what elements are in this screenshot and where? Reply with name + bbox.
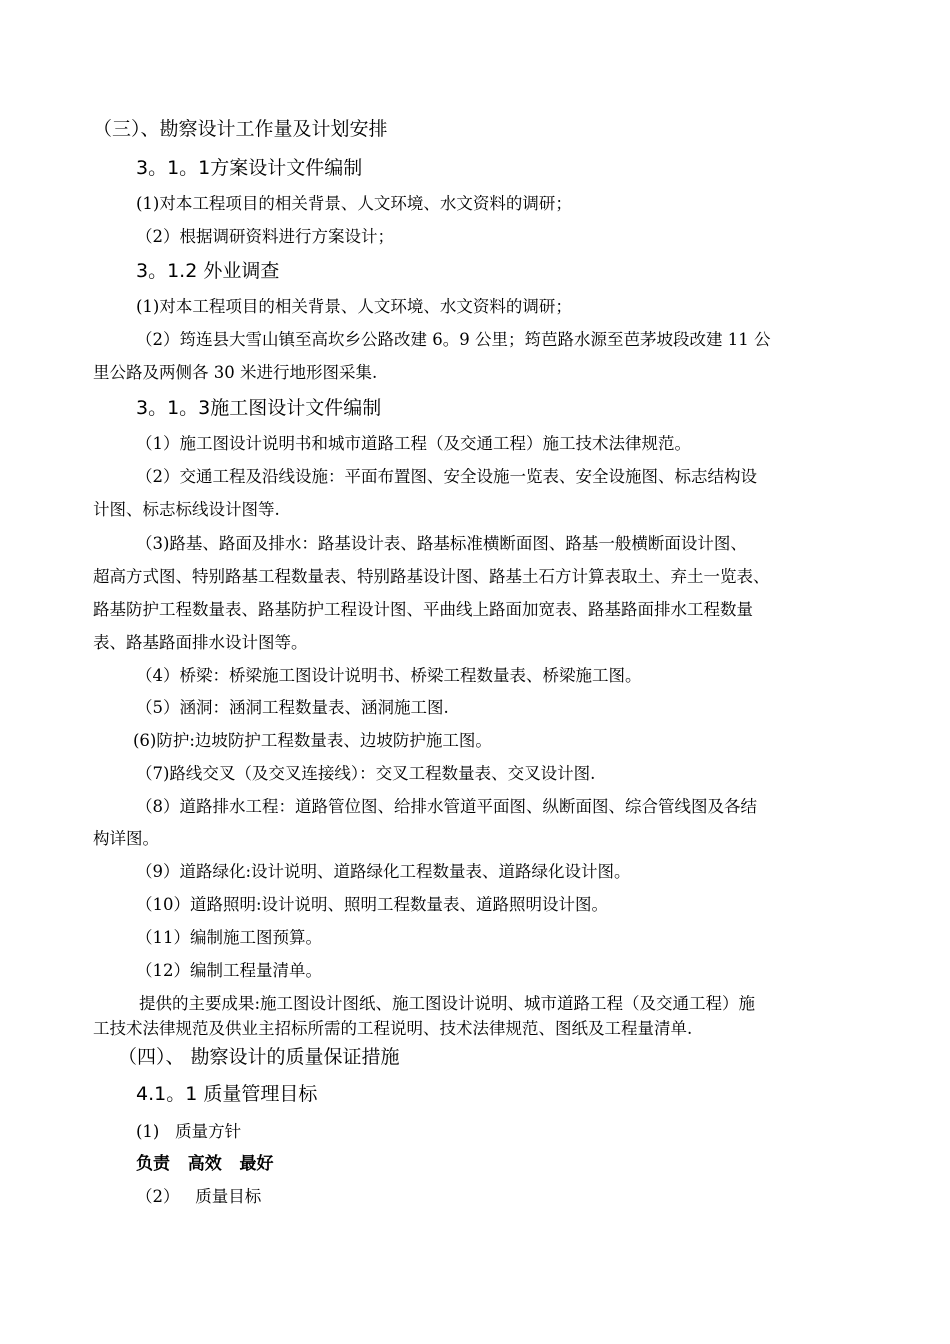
s313-item-5: （5）涵洞：涵洞工程数量表、涵洞施工图. xyxy=(136,698,449,717)
s313-item-2-line2: 计图、标志标线设计图等. xyxy=(93,500,280,519)
s411-item-2: （2） 质量目标 xyxy=(136,1187,262,1206)
quality-policy: 负责 高效 最好 xyxy=(136,1154,274,1174)
subsection-312-heading: 3。1.2 外业调查 xyxy=(136,260,280,282)
s313-item-1: （1）施工图设计说明书和城市道路工程（及交通工程）施工技术法律规范。 xyxy=(136,434,691,453)
s313-item-4: （4）桥梁：桥梁施工图设计说明书、桥梁工程数量表、桥梁施工图。 xyxy=(136,666,642,685)
s311-item-2: （2）根据调研资料进行方案设计； xyxy=(136,227,394,246)
s311-item-1: (1)对本工程项目的相关背景、人文环境、水文资料的调研； xyxy=(136,194,572,213)
s313-item-7: （7)路线交叉（及交叉连接线）：交叉工程数量表、交叉设计图. xyxy=(136,764,596,783)
s313-item-3-line4: 表、路基路面排水设计图等。 xyxy=(93,633,308,652)
section3-heading: （三）、勘察设计工作量及计划安排 xyxy=(93,118,388,140)
s411-item-1: (1) 质量方针 xyxy=(136,1122,242,1141)
s312-item-2-line1: （2）筠连县大雪山镇至高坎乡公路改建 6。9 公里；筠芭路水源至芭茅坡段改建 11 公 xyxy=(136,330,771,349)
s313-item-6: (6)防护:边坡防护工程数量表、边坡防护施工图。 xyxy=(133,731,492,750)
s313-item-3-line3: 路基防护工程数量表、路基防护工程设计图、平曲线上路面加宽表、路基路面排水工程数量 xyxy=(93,600,753,619)
s313-item-3-line1: （3)路基、路面及排水：路基设计表、路基标准横断面图、路基一般横断面设计图、 xyxy=(136,534,747,553)
subsection-313-heading: 3。1。3施工图设计文件编制 xyxy=(136,397,382,419)
subsection-411-heading: 4.1。1 质量管理目标 xyxy=(136,1083,318,1105)
s313-item-12: （12）编制工程量清单。 xyxy=(136,961,322,980)
section4-heading: （四）、 勘察设计的质量保证措施 xyxy=(118,1046,400,1068)
s313-item-9: （9）道路绿化:设计说明、道路绿化工程数量表、道路绿化设计图。 xyxy=(136,862,631,881)
s313-item-3-line2: 超高方式图、特别路基工程数量表、特别路基设计图、路基土石方计算表取土、弃土一览表、 xyxy=(93,567,770,586)
s313-item-11: （11）编制施工图预算。 xyxy=(136,928,322,947)
results-line1: 提供的主要成果:施工图设计图纸、施工图设计说明、城市道路工程（及交通工程）施 xyxy=(139,994,756,1013)
s313-item-8-line2: 构详图。 xyxy=(93,829,159,848)
results-line2: 工技术法律规范及供业主招标所需的工程说明、技术法律规范、图纸及工程量清单. xyxy=(93,1019,693,1038)
s312-item-2-line2: 里公路及两侧各 30 米进行地形图采集. xyxy=(93,363,378,382)
subsection-311-heading: 3。1。1方案设计文件编制 xyxy=(136,157,363,179)
s313-item-8-line1: （8）道路排水工程：道路管位图、给排水管道平面图、纵断面图、综合管线图及各结 xyxy=(136,797,757,816)
s312-item-1: (1)对本工程项目的相关背景、人文环境、水文资料的调研； xyxy=(136,297,572,316)
s313-item-10: （10）道路照明:设计说明、照明工程数量表、道路照明设计图。 xyxy=(136,895,609,914)
s313-item-2-line1: （2）交通工程及沿线设施：平面布置图、安全设施一览表、安全设施图、标志结构设 xyxy=(136,467,757,486)
